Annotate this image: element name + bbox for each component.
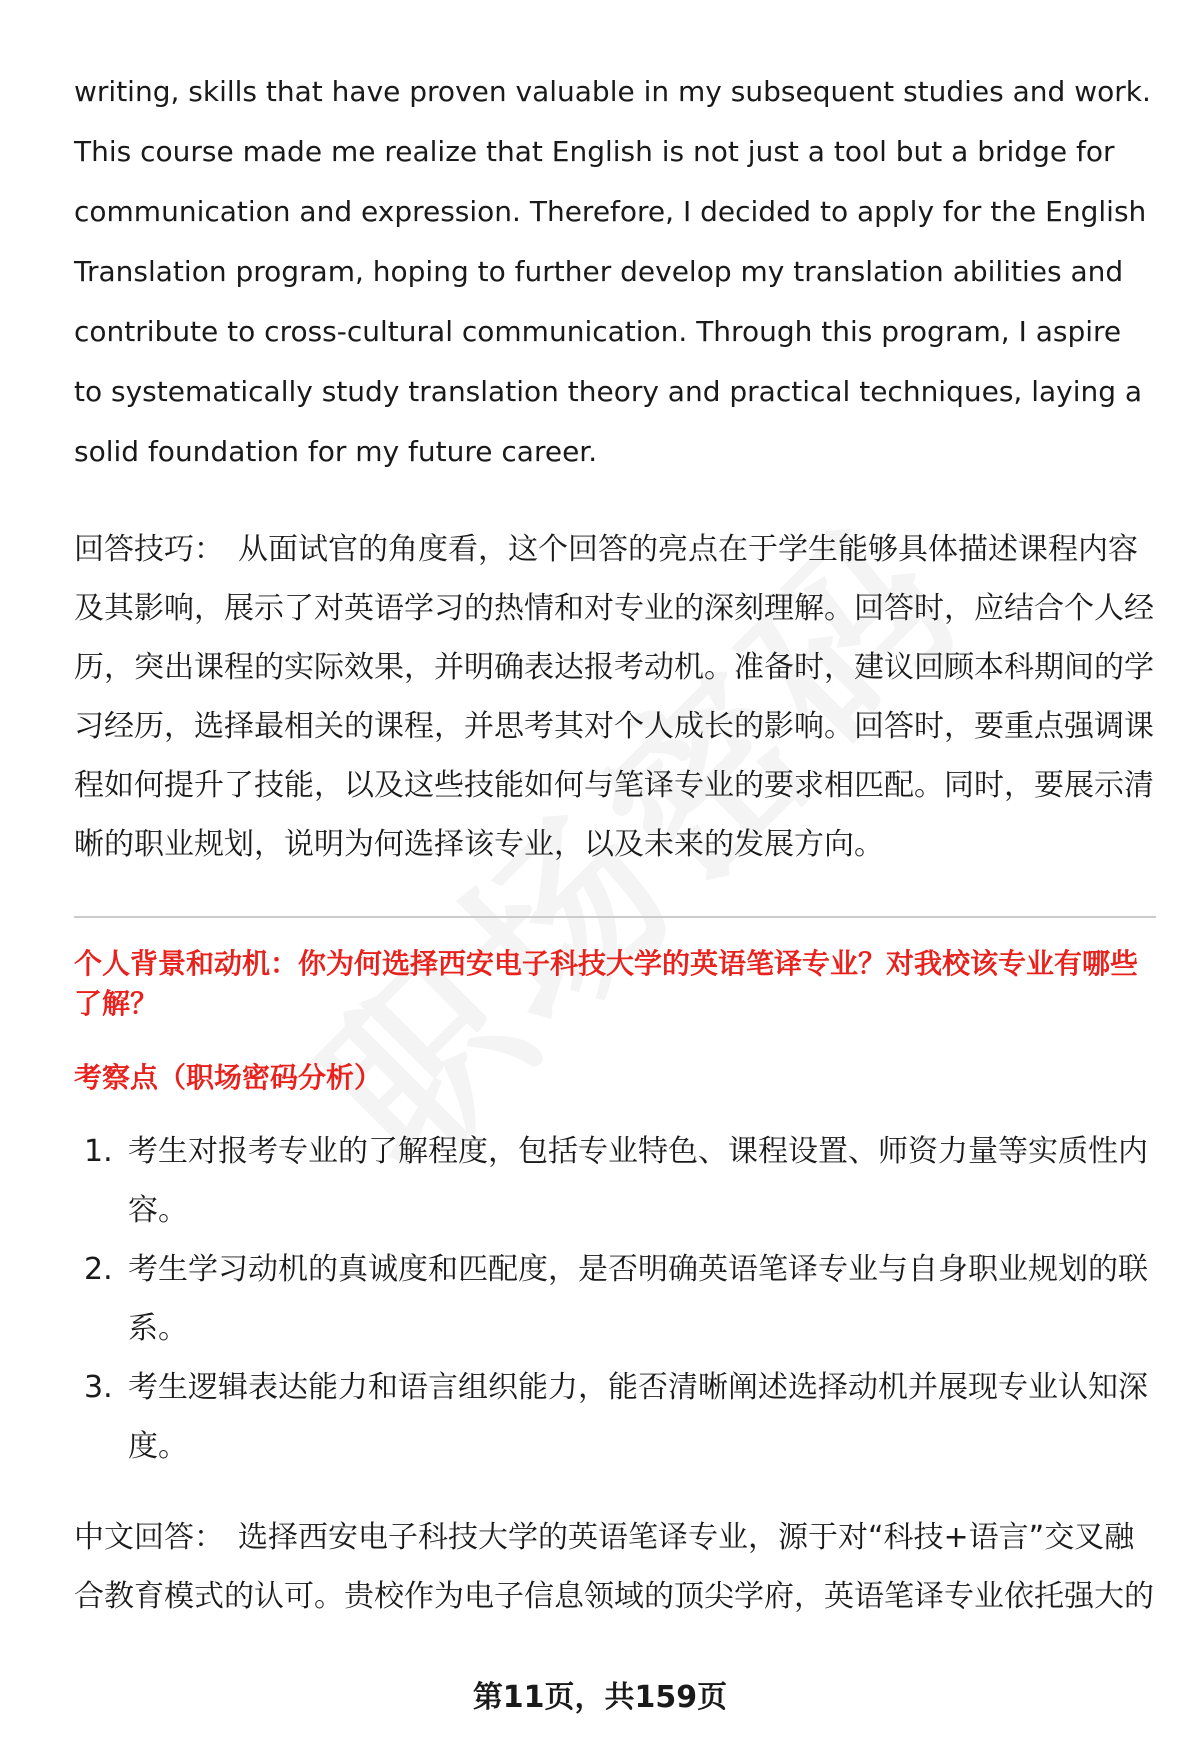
list-item-number: 3.	[84, 1370, 113, 1405]
page-number-footer: 第11页，共159页	[472, 1680, 728, 1715]
list-item-text: 考生逻辑表达能力和语言组织能力，能否清晰阐述选择动机并展现专业认知深度。	[128, 1370, 1148, 1464]
chinese-answer-label: 中文回答：	[74, 1520, 224, 1555]
answer-tips-label: 回答技巧：	[74, 532, 224, 567]
english-answer-paragraph: writing, skills that have proven valuable in my subsequent studies and work. This course made me realize that English is not just a tool but a bridge for communication and expression. Therefore, I decided to apply for the English Translation program, hoping to further develop my translation abilities and contribute to cross-cultural communication. Through this program, I aspire to systematically study translation theory and practical techniques, laying a solid foundation for my future career.	[74, 75, 1151, 468]
chinese-answer-text: 选择西安电子科技大学的英语笔译专业，源于对“科技+语言”交叉融合教育模式的认可。贵校作为电子信息领域的顶尖学府，英语笔译专业依托强大的	[74, 1520, 1154, 1614]
answer-tips-text: 从面试官的角度看，这个回答的亮点在于学生能够具体描述课程内容及其影响，展示了对英语学习的热情和对专业的深刻理解。回答时，应结合个人经历，突出课程的实际效果，并明确表达报考动机。准备时，建议回顾本科期间的学习经历，选择最相关的课程，并思考其对个人成长的影响。回答时，要重点强调课程如何提升了技能，以及这些技能如何与笔译专业的要求相匹配。同时，要展示清晰的职业规划，说明为何选择该专业，以及未来的发展方向。	[74, 532, 1154, 862]
list-item	[74, 1358, 1154, 1476]
answer-tips-paragraph	[74, 520, 1154, 874]
list-item-text: 考生对报考专业的了解程度，包括专业特色、课程设置、师资力量等实质性内容。	[128, 1134, 1148, 1228]
list-item-text: 考生学习动机的真诚度和匹配度，是否明确英语笔译专业与自身职业规划的联系。	[128, 1252, 1148, 1346]
chinese-answer-paragraph	[74, 1508, 1154, 1626]
section-divider	[74, 916, 1156, 918]
page-content	[74, 62, 1154, 1626]
assessment-points-heading: 考察点（职场密码分析）	[74, 1061, 383, 1094]
list-item	[74, 1122, 1154, 1240]
assessment-points-list	[74, 1122, 1154, 1476]
list-item	[74, 1240, 1154, 1358]
list-item-number: 1.	[84, 1134, 113, 1169]
list-item-number: 2.	[84, 1252, 113, 1287]
question-title: 个人背景和动机：你为何选择西安电子科技大学的英语笔译专业？对我校该专业有哪些了解？	[74, 947, 1139, 1020]
